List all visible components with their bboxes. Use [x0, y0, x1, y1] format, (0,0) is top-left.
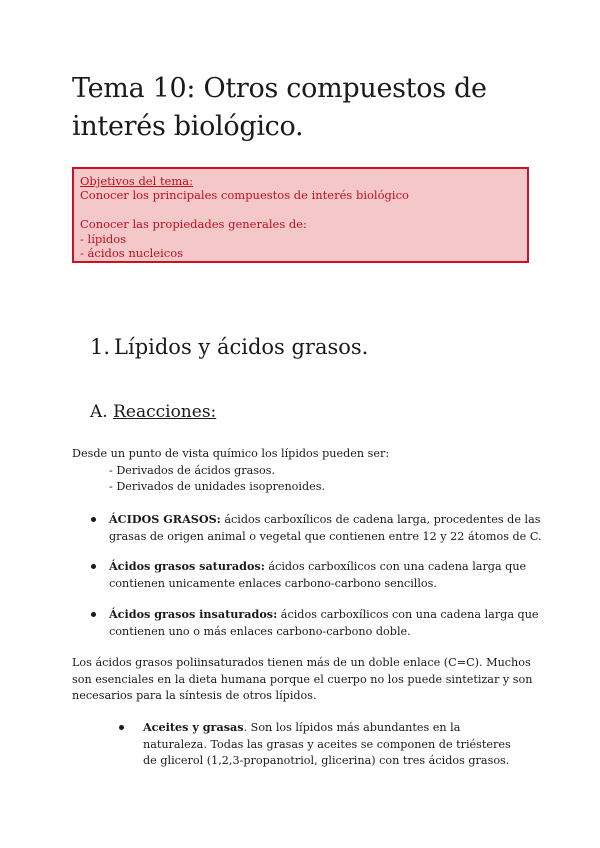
bullet-icon [91, 612, 96, 617]
bullet-icon [91, 564, 96, 569]
list-item [72, 606, 542, 640]
body-paragraph: Los ácidos grasos poliinsaturados tienen más de un doble enlace (C=C). Muchos son esenciales en la dieta humana porque el cuerpo no los puede sintetizar y son necesarios para la síntesis de otros lípidos. [72, 656, 533, 702]
bullet-term: Aceites y grasas [143, 720, 244, 734]
section-number: 1. [90, 335, 111, 359]
bullet-term: ÁCIDOS GRASOS: [109, 512, 221, 526]
objectives-heading: Objetivos del tema: [80, 174, 194, 188]
section-heading [90, 332, 368, 362]
section-title: Lípidos y ácidos grasos. [114, 335, 369, 359]
subsection-title: Reacciones: [113, 402, 217, 422]
intro-text: Desde un punto de vista químico los lípidos pueden ser: [72, 447, 390, 460]
intro-paragraph [72, 446, 542, 496]
list-item [111, 719, 511, 770]
objective-spacer [80, 203, 521, 217]
objective-line: Conocer los principales compuestos de interés biológico [80, 188, 409, 203]
sub-bullet-list [111, 719, 511, 770]
bullet-list [72, 511, 542, 545]
bullet-icon [91, 517, 96, 522]
bullet-text: ácidos carboxílicos de cadena larga, procedentes de las grasas de origen animal o vegetal que contienen entre 12 y 22 átomos de C. [109, 513, 542, 543]
bullet-term: Ácidos grasos insaturados: [109, 607, 278, 621]
objective-line: - lípidos [80, 231, 127, 246]
bullet-text: . Son los lípidos más abundantes en la naturaleza. Todas las grasas y aceites se componen de triésteres de glicerol (1,2,3-propanotriol, glicerina) con tres ácidos grasos. [143, 721, 511, 767]
intro-item: - Derivados de ácidos grasos. [109, 463, 276, 477]
subsection-heading [90, 400, 216, 424]
objective-line: Conocer las propiedades generales de: [80, 217, 307, 232]
page-title: Tema 10: Otros compuestos de interés biológico. [72, 73, 487, 142]
bullet-text: ácidos carboxílicos con una cadena larga que contienen uno o más enlaces carbono-carbono doble. [109, 608, 539, 638]
bullet-term: Ácidos grasos saturados: [109, 559, 265, 573]
bullet-list [72, 558, 542, 592]
intro-item: - Derivados de unidades isoprenoides. [109, 480, 326, 493]
subsection-letter: A. [90, 402, 108, 422]
list-item [72, 511, 542, 545]
bullet-list [72, 606, 542, 640]
bullet-icon [119, 725, 124, 730]
objective-line: - ácidos nucleicos [80, 246, 184, 261]
list-item [72, 558, 542, 592]
objectives-box [72, 167, 529, 263]
bullet-text: ácidos carboxílicos con una cadena larga que contienen unicamente enlaces carbono-carbono sencillos. [109, 560, 527, 590]
